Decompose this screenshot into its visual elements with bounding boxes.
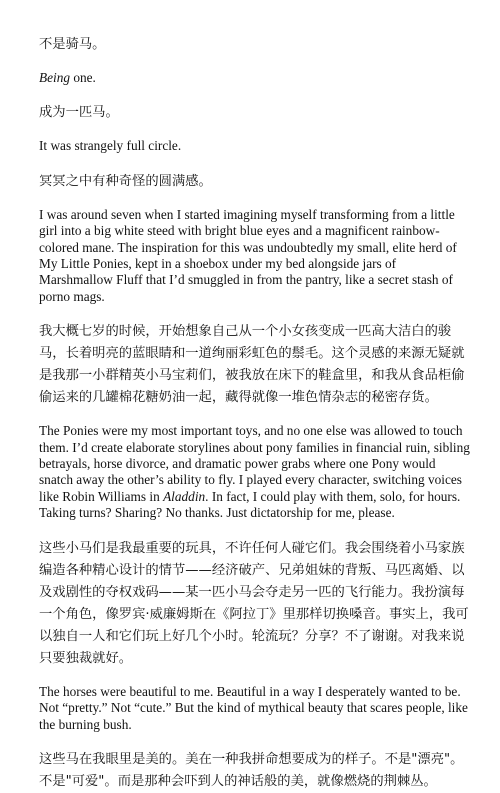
text-run: The Ponies were my most important toys, and no one else was allowed to touch them. I’d create elaborate storylines about pony families in financial ruin, sibling betrayals, horse divorce, and dramatic power grabs where one Pony would snatch away the other’s ability to fly. I played every character, switching voices like Robin Williams in bbox=[39, 423, 470, 504]
en-paragraph bbox=[39, 423, 471, 521]
en-paragraph bbox=[39, 138, 471, 154]
book-page bbox=[39, 34, 471, 793]
text-run: one. bbox=[70, 70, 96, 85]
en-paragraph bbox=[39, 684, 471, 733]
italic-text: Being bbox=[39, 70, 71, 85]
zh-paragraph: 成为一匹马。 bbox=[39, 105, 119, 121]
zh-paragraph: 这些小马们是我最重要的玩具，不许任何人碰它们。我会围绕着小马家族编造各种精心设计的情节——经济破产、兄弟姐妹的背叛、马匹离婚、以及戏剧性的夺权戏码——某一匹小马会夺走另一匹的飞行能力。我扮演每一个角色，像罗宾·威廉姆斯在《阿拉丁》里那样切换嗓音。事实上，我可以独自一人和它们玩上好几个小时。轮流玩？分享？不了谢谢。对我来说只要独裁就好。 bbox=[39, 540, 469, 666]
en-paragraph bbox=[39, 207, 471, 305]
text-run: . In fact, I could play with them, solo, for hours. Taking turns? Sharing? No thanks. Just dictatorship for me, please. bbox=[39, 488, 461, 521]
zh-paragraph: 我大概七岁的时候，开始想象自己从一个小女孩变成一匹高大洁白的骏马，长着明亮的蓝眼睛和一道绚丽彩虹色的鬃毛。这个灵感的来源无疑就是我那一小群精英小马宝莉们，被我放在床下的鞋盒里，和我从食品柜偷偷运来的几罐棉花糖奶油一起，藏得就像一堆色情杂志的秘密存货。 bbox=[39, 324, 465, 406]
text-run: The horses were beautiful to me. Beautiful in a way I desperately wanted to be. Not “pretty.” Not “cute.” But the kind of mythical beauty that scares people, like the burning bush. bbox=[39, 683, 468, 732]
zh-paragraph: 这些马在我眼里是美的。美在一种我拼命想要成为的样子。不是"漂亮"。不是"可爱"。而是那种会吓到人的神话般的美，就像燃烧的荆棘丛。 bbox=[39, 751, 464, 789]
italic-text: Aladdin bbox=[163, 488, 206, 504]
text-run: I was around seven when I started imagining myself transforming from a little girl into a big white steed with bright blue eyes and a magnificent rainbow-colored mane. The inspiration for this was undoubtedly my small, elite herd of My Little Ponies, kept in a shoebox under my bed alongside jars of Marshmallow Fluff that I’d smuggled in from the pantry, like a secret stash of porno mags. bbox=[39, 206, 457, 304]
text-run: It was strangely full circle. bbox=[39, 138, 182, 154]
en-paragraph bbox=[39, 70, 471, 86]
zh-paragraph: 不是骑马。 bbox=[39, 37, 106, 52]
zh-paragraph: 冥冥之中有种奇怪的圆满感。 bbox=[39, 173, 212, 189]
